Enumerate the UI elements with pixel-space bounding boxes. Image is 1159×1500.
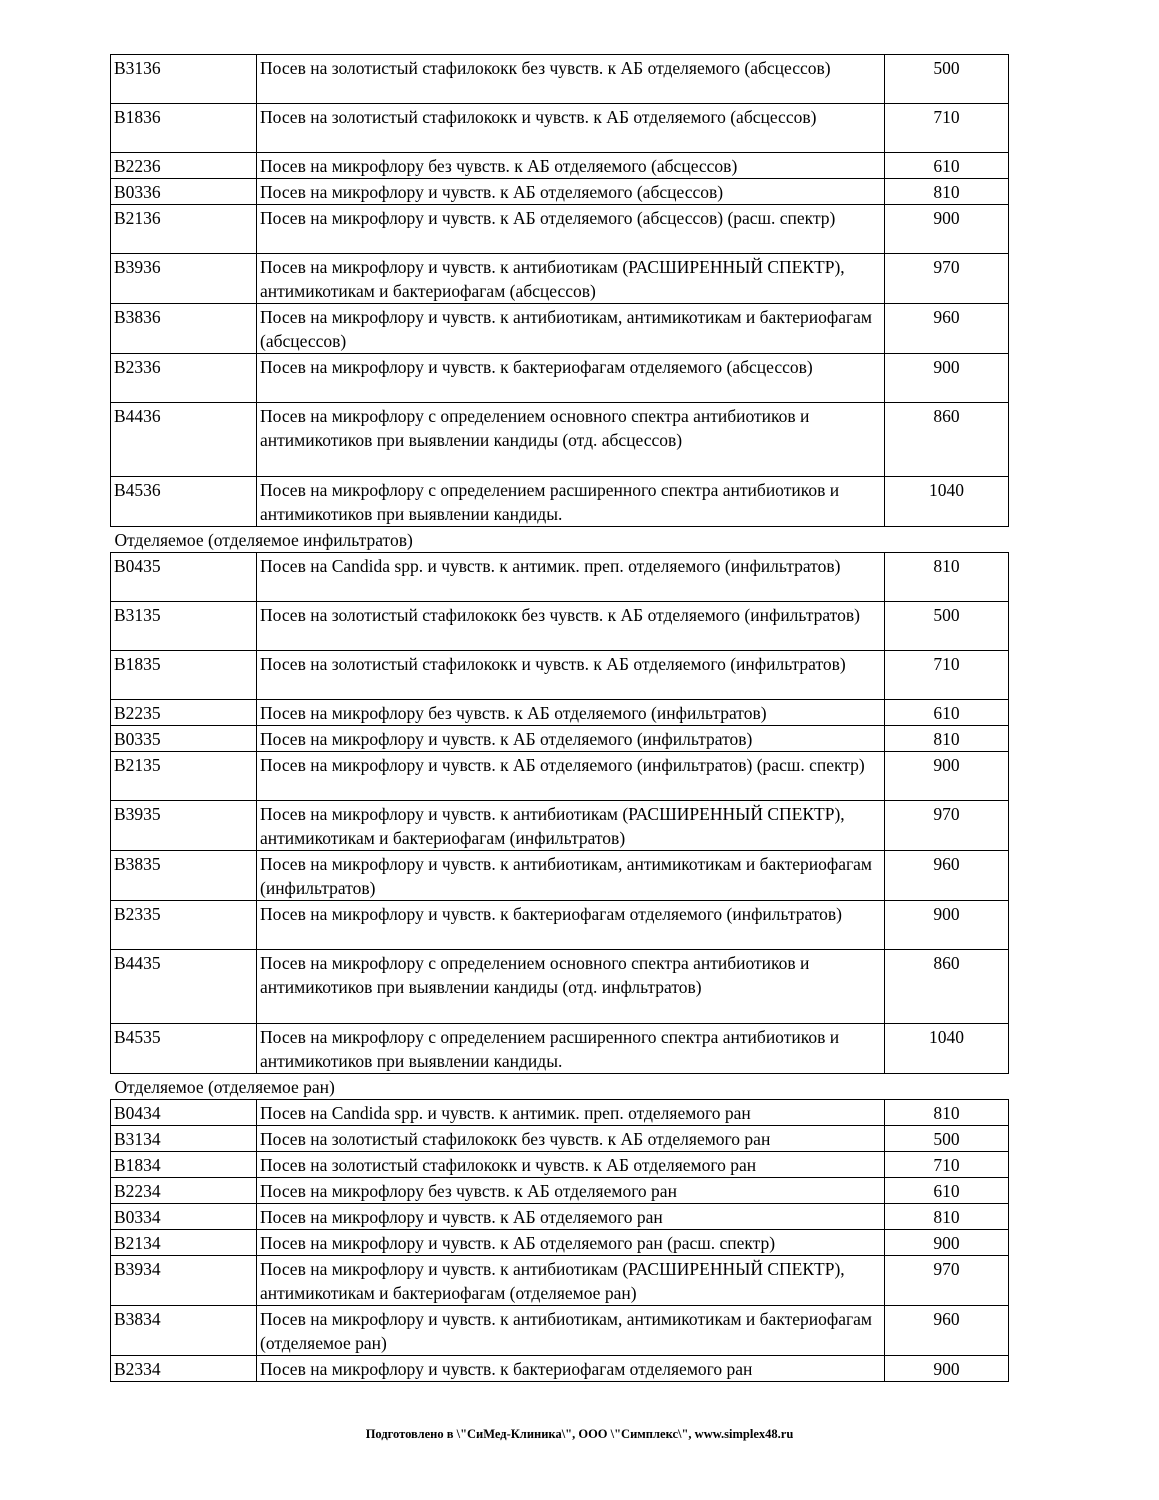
service-price: 500	[885, 55, 1009, 104]
table-row	[111, 304, 1009, 354]
service-name: Посев на микрофлору и чувств. к АБ отделяемого (инфильтратов) (расш. спектр)	[257, 752, 885, 801]
table-row	[111, 153, 1009, 179]
service-code: B2335	[111, 901, 257, 950]
service-price: 810	[885, 1204, 1009, 1230]
service-price: 900	[885, 901, 1009, 950]
table-row	[111, 104, 1009, 153]
service-name: Посев на микрофлору с определением основного спектра антибиотиков и антимикотиков при выявлении кандиды (отд. инфльтратов)	[257, 950, 885, 1024]
service-name: Посев на микрофлору и чувств. к бактериофагам отделяемого ран	[257, 1356, 885, 1382]
service-price: 710	[885, 104, 1009, 153]
service-price: 970	[885, 1256, 1009, 1306]
service-price: 900	[885, 354, 1009, 403]
table-row	[111, 1306, 1009, 1356]
service-price: 1040	[885, 477, 1009, 527]
table-row	[111, 851, 1009, 901]
table-row	[111, 179, 1009, 205]
service-code: B2136	[111, 205, 257, 254]
table-row	[111, 1256, 1009, 1306]
service-name: Посев на микрофлору и чувств. к АБ отделяемого (абсцессов)	[257, 179, 885, 205]
service-name: Посев на микрофлору и чувств. к антибиотикам, антимикотикам и бактериофагам (инфильтратов)	[257, 851, 885, 901]
service-name: Посев на микрофлору и чувств. к антибиотикам (РАСШИРЕННЫЙ СПЕКТР), антимикотикам и бактериофагам (инфильтратов)	[257, 801, 885, 851]
service-code: B1834	[111, 1152, 257, 1178]
service-price: 1040	[885, 1024, 1009, 1074]
table-row	[111, 55, 1009, 104]
table-row	[111, 205, 1009, 254]
service-code: B4435	[111, 950, 257, 1024]
service-code: B3836	[111, 304, 257, 354]
service-name: Посев на микрофлору без чувств. к АБ отделяемого (инфильтратов)	[257, 700, 885, 726]
service-name: Посев на золотистый стафилококк и чувств. к АБ отделяемого (инфильтратов)	[257, 651, 885, 700]
service-price: 900	[885, 1356, 1009, 1382]
service-name: Посев на золотистый стафилококк без чувств. к АБ отделяемого ран	[257, 1126, 885, 1152]
table-row	[111, 1204, 1009, 1230]
service-code: B0335	[111, 726, 257, 752]
table-row	[111, 726, 1009, 752]
service-price: 900	[885, 1230, 1009, 1256]
service-code: B3134	[111, 1126, 257, 1152]
service-name: Посев на микрофлору и чувств. к бактериофагам отделяемого (абсцессов)	[257, 354, 885, 403]
service-name: Посев на золотистый стафилококк без чувств. к АБ отделяемого (инфильтратов)	[257, 602, 885, 651]
section-title: Отделяемое (отделяемое ран)	[111, 1074, 1009, 1100]
service-name: Посев на микрофлору без чувств. к АБ отделяемого (абсцессов)	[257, 153, 885, 179]
table-row	[111, 553, 1009, 602]
service-code: B2135	[111, 752, 257, 801]
service-price: 810	[885, 553, 1009, 602]
table-row	[111, 1230, 1009, 1256]
service-code: B1835	[111, 651, 257, 700]
table-row	[111, 1024, 1009, 1074]
service-price: 810	[885, 179, 1009, 205]
service-name: Посев на микрофлору без чувств. к АБ отделяемого ран	[257, 1178, 885, 1204]
section-header-row	[111, 1074, 1009, 1100]
service-name: Посев на золотистый стафилококк без чувств. к АБ отделяемого (абсцессов)	[257, 55, 885, 104]
service-code: B4536	[111, 477, 257, 527]
service-code: B2234	[111, 1178, 257, 1204]
service-price: 900	[885, 752, 1009, 801]
service-code: B3934	[111, 1256, 257, 1306]
service-code: B0336	[111, 179, 257, 205]
table-row	[111, 901, 1009, 950]
service-price: 860	[885, 403, 1009, 477]
table-row	[111, 1152, 1009, 1178]
service-code: B3834	[111, 1306, 257, 1356]
service-name: Посев на микрофлору и чувств. к АБ отделяемого (инфильтратов)	[257, 726, 885, 752]
table-row	[111, 1356, 1009, 1382]
service-code: B3835	[111, 851, 257, 901]
service-code: B2235	[111, 700, 257, 726]
footer-note: Подготовлено в \"СиМед-Клиника\", ООО \"Симплекс\", www.simplex48.ru	[365, 1427, 794, 1441]
service-code: B3936	[111, 254, 257, 304]
service-price: 900	[885, 205, 1009, 254]
service-name: Посев на микрофлору и чувств. к антибиотикам, антимикотикам и бактериофагам (абсцессов)	[257, 304, 885, 354]
table-row	[111, 477, 1009, 527]
table-row	[111, 801, 1009, 851]
service-name: Посев на микрофлору и чувств. к антибиотикам, антимикотикам и бактериофагам (отделяемое ран)	[257, 1306, 885, 1356]
table-row	[111, 602, 1009, 651]
service-name: Посев на микрофлору с определением основного спектра антибиотиков и антимикотиков при выявлении кандиды (отд. абсцессов)	[257, 403, 885, 477]
service-name: Посев на микрофлору и чувств. к АБ отделяемого (абсцессов) (расш. спектр)	[257, 205, 885, 254]
service-code: B2334	[111, 1356, 257, 1382]
service-name: Посев на микрофлору и чувств. к бактериофагам отделяемого (инфильтратов)	[257, 901, 885, 950]
service-price: 960	[885, 304, 1009, 354]
service-name: Посев на микрофлору и чувств. к антибиотикам (РАСШИРЕННЫЙ СПЕКТР), антимикотикам и бактериофагам (отделяемое ран)	[257, 1256, 885, 1306]
service-code: B0434	[111, 1100, 257, 1126]
service-name: Посев на золотистый стафилококк и чувств. к АБ отделяемого ран	[257, 1152, 885, 1178]
service-code: B1836	[111, 104, 257, 153]
service-price: 500	[885, 1126, 1009, 1152]
price-table	[110, 54, 1009, 1382]
table-row	[111, 1126, 1009, 1152]
service-code: B2134	[111, 1230, 257, 1256]
table-row	[111, 1100, 1009, 1126]
service-name: Посев на микрофлору и чувств. к антибиотикам (РАСШИРЕННЫЙ СПЕКТР), антимикотикам и бактериофагам (абсцессов)	[257, 254, 885, 304]
service-name: Посев на микрофлору с определением расширенного спектра антибиотиков и антимикотиков при выявлении кандиды.	[257, 1024, 885, 1074]
service-name: Посев на золотистый стафилококк и чувств. к АБ отделяемого (абсцессов)	[257, 104, 885, 153]
service-code: B0334	[111, 1204, 257, 1230]
service-price: 970	[885, 254, 1009, 304]
service-code: B0435	[111, 553, 257, 602]
table-row	[111, 752, 1009, 801]
table-row	[111, 354, 1009, 403]
service-code: B3135	[111, 602, 257, 651]
table-row	[111, 651, 1009, 700]
service-price: 710	[885, 651, 1009, 700]
service-name: Посев на Candida spp. и чувств. к антимик. преп. отделяемого ран	[257, 1100, 885, 1126]
service-code: B4535	[111, 1024, 257, 1074]
table-row	[111, 950, 1009, 1024]
section-title: Отделяемое (отделяемое инфильтратов)	[111, 527, 1009, 553]
service-code: B2236	[111, 153, 257, 179]
service-price: 960	[885, 1306, 1009, 1356]
service-code: B2336	[111, 354, 257, 403]
service-name: Посев на микрофлору и чувств. к АБ отделяемого ран	[257, 1204, 885, 1230]
price-table-body	[111, 55, 1009, 1382]
service-code: B3935	[111, 801, 257, 851]
service-price: 500	[885, 602, 1009, 651]
service-price: 710	[885, 1152, 1009, 1178]
service-name: Посев на микрофлору с определением расширенного спектра антибиотиков и антимикотиков при выявлении кандиды.	[257, 477, 885, 527]
service-name: Посев на микрофлору и чувств. к АБ отделяемого ран (расш. спектр)	[257, 1230, 885, 1256]
service-price: 860	[885, 950, 1009, 1024]
table-row	[111, 254, 1009, 304]
service-price: 610	[885, 153, 1009, 179]
service-code: B3136	[111, 55, 257, 104]
service-price: 610	[885, 700, 1009, 726]
table-row	[111, 403, 1009, 477]
section-header-row	[111, 527, 1009, 553]
service-code: B4436	[111, 403, 257, 477]
service-name: Посев на Candida spp. и чувств. к антимик. преп. отделяемого (инфильтратов)	[257, 553, 885, 602]
service-price: 810	[885, 1100, 1009, 1126]
service-price: 610	[885, 1178, 1009, 1204]
service-price: 960	[885, 851, 1009, 901]
table-row	[111, 1178, 1009, 1204]
service-price: 970	[885, 801, 1009, 851]
service-price: 810	[885, 726, 1009, 752]
table-row	[111, 700, 1009, 726]
